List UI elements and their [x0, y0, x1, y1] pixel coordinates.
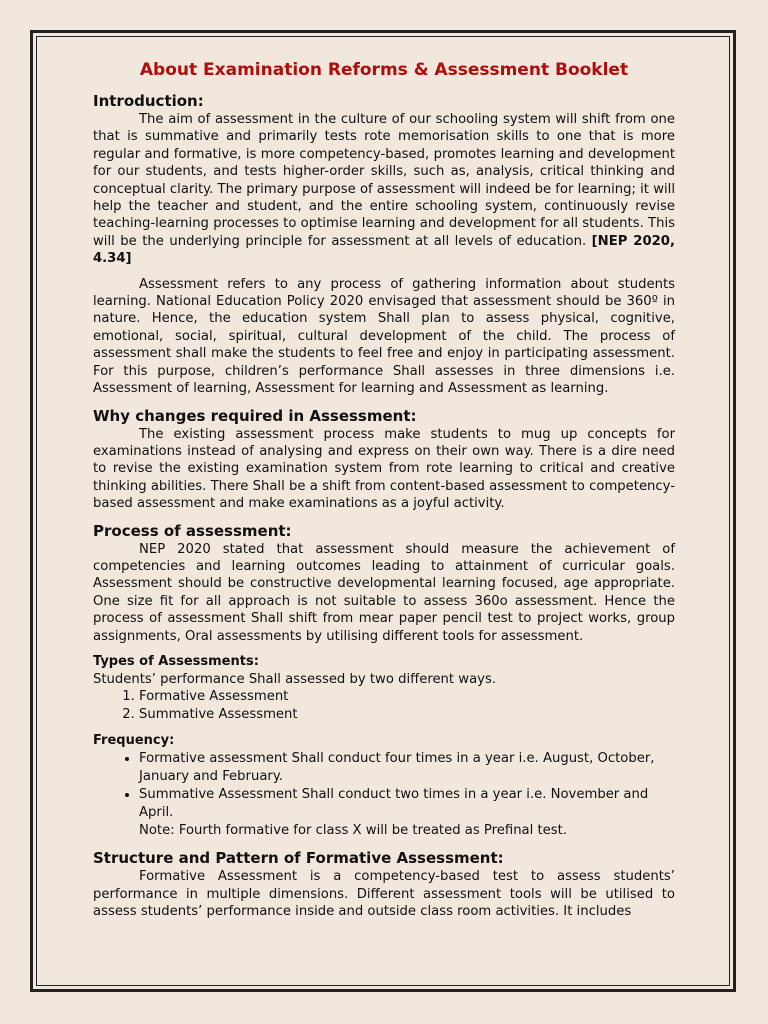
structure-paragraph: Formative Assessment is a competency-based test to assess students’ performance in multiple dimensions. Different assessment tools will be utilised to assess students’ performance inside and outside class room activities. It includes	[93, 869, 675, 920]
list-item: • Summative Assessment Shall conduct two times in a year i.e. November and April.	[139, 786, 675, 822]
intro-paragraph-1	[93, 111, 675, 268]
page-title: About Examination Reforms & Assessment Booklet	[139, 60, 629, 80]
intro-paragraph-2: Assessment refers to any process of gathering information about students learning. National Education Policy 2020 envisaged that assessment should be 360º in nature. Hence, the education system Shall plan to assess physical, cognitive, emotional, social, spiritual, cultural development of the child. The process of assessment shall make the students to feel free and enjoy in participating assessment. For this purpose, children’s performance Shall assesses in three dimensions i.e. Assessment of learning, Assessment for learning and Assessment as learning.	[93, 276, 675, 397]
structure-heading: Structure and Pattern of Formative Assessment:	[93, 849, 504, 868]
list-item: • Formative assessment Shall conduct four times in a year i.e. August, October, January and February.	[139, 750, 675, 786]
process-paragraph: NEP 2020 stated that assessment should measure the achievement of competencies and learning outcomes leading to attainment of curricular goals. Assessment should be constructive developmental learning focused, age appropriate. One size fit for all approach is not suitable to assess 360o assessment. Hence the process of assessment Shall shift from mear paper pencil test to project works, group assignments, Oral assessments by utilising different tools for assessment.	[93, 541, 675, 644]
list-item: 1. Formative Assessment	[139, 688, 675, 706]
frequency-list	[93, 750, 675, 822]
intro-paragraph-1-text: The aim of assessment in the culture of our schooling system will shift from one that is summative and primarily tests rote memorisation skills to one that is more regular and formative, is more competency-based, promotes learning and development for our students, and tests higher-order skills, such as, analysis, critical thinking and conceptual clarity. The primary purpose of assessment will indeed be for learning; it will help the teacher and student, and the entire schooling system, continuously revise teaching-learning processes to optimise learning and development for all students. This will be the underlying principle for assessment at all levels of education.	[93, 112, 675, 249]
document-body	[93, 58, 675, 921]
types-intro: Students’ performance Shall assessed by two different ways.	[93, 671, 497, 687]
why-paragraph: The existing assessment process make students to mug up concepts for examinations instead of analysing and express on their own way. There is a dire need to revise the existing examination system from rote learning to critical and creative thinking abilities. There Shall be a shift from content-based assessment to competency-based assessment and make examinations as a joyful activity.	[93, 426, 675, 512]
frequency-note: Note: Fourth formative for class X will be treated as Prefinal test.	[139, 823, 568, 839]
process-heading: Process of assessment:	[93, 521, 292, 540]
types-heading: Types of Assessments:	[93, 653, 259, 669]
nep-reference: [NEP 2020, 4.34]	[93, 233, 675, 267]
why-heading: Why changes required in Assessment:	[93, 406, 417, 425]
intro-heading: Introduction:	[93, 92, 204, 110]
types-list	[93, 688, 675, 724]
frequency-heading: Frequency:	[93, 733, 175, 749]
list-item: 2. Summative Assessment	[139, 706, 675, 724]
